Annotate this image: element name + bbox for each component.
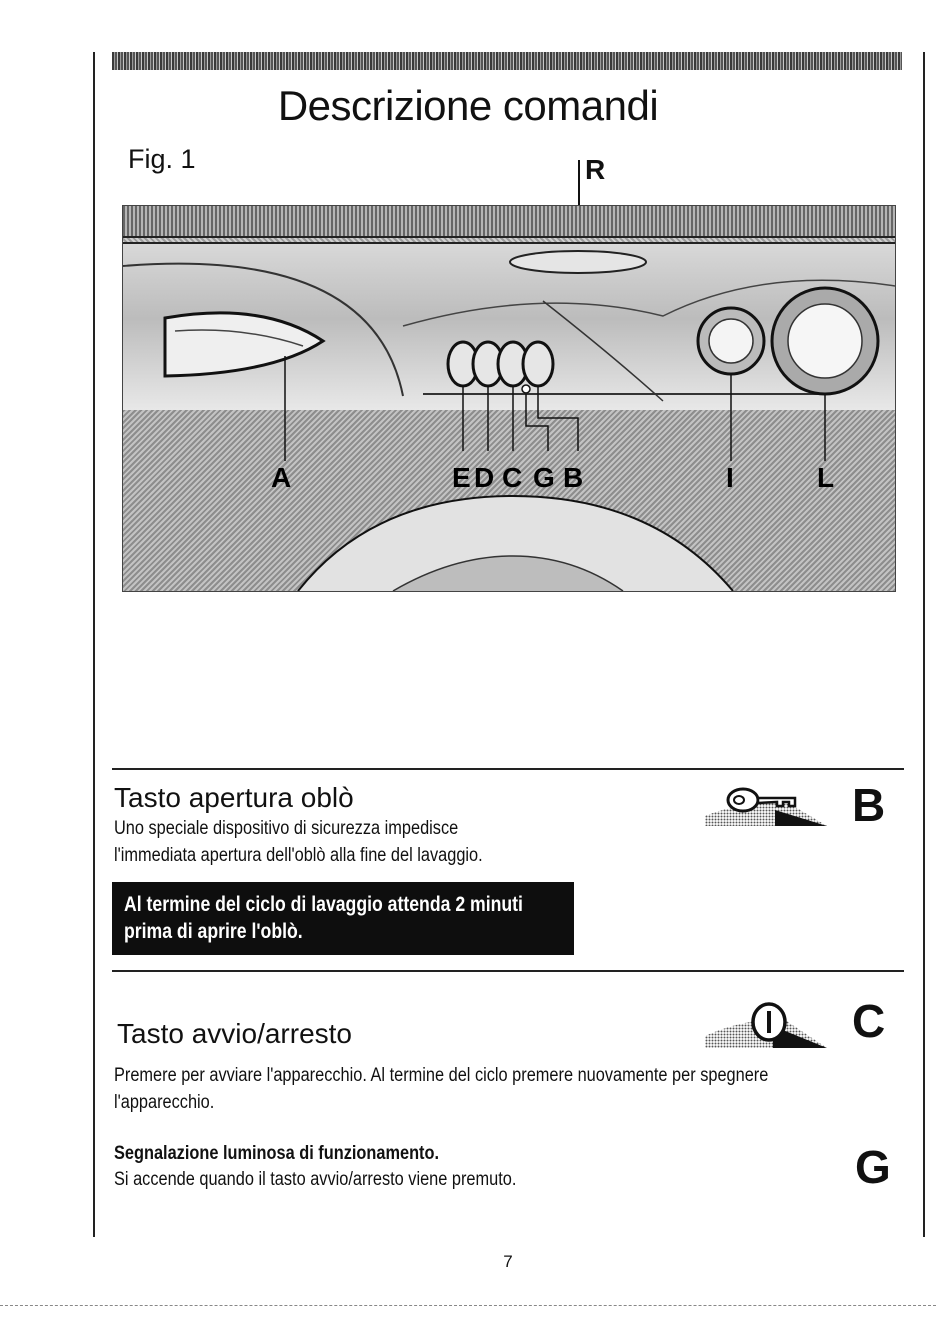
callout-b: B <box>563 462 584 493</box>
callout-c: C <box>502 462 523 493</box>
page-number: 7 <box>503 1252 513 1271</box>
start-text-line1: Premere per avviare l'apparecchio. Al termine del ciclo premere nuovamente per spegnere <box>114 1065 769 1086</box>
indicator-light-g <box>522 385 530 393</box>
section-divider-2 <box>112 970 904 972</box>
section-title-start: Tasto avvio/arresto <box>117 1018 352 1049</box>
key-icon <box>705 782 830 828</box>
indicator-title: Segnalazione luminosa di funzionamento. <box>114 1143 440 1164</box>
button-b <box>523 342 553 386</box>
control-panel-figure <box>122 205 896 592</box>
figure-label: Fig. 1 <box>128 144 196 174</box>
door-text-line1: Uno speciale dispositivo di sicurezza impedisce <box>114 818 459 839</box>
bottom-rule <box>0 1305 936 1307</box>
letter-g: G <box>855 1141 891 1193</box>
letter-c: C <box>852 995 886 1047</box>
door-text-line2: l'immediata apertura dell'oblò alla fine del lavaggio. <box>114 845 483 866</box>
letter-b: B <box>852 779 886 831</box>
page-title: Descrizione comandi <box>277 82 659 129</box>
display-slot-r <box>510 251 646 273</box>
power-icon <box>705 1000 830 1050</box>
section-divider <box>112 768 904 770</box>
callout-d: D <box>474 462 495 493</box>
callout-a: A <box>271 462 292 493</box>
callout-l: L <box>817 462 835 493</box>
indicator-text: Si accende quando il tasto avvio/arresto viene premuto. <box>114 1169 517 1190</box>
section-title-door: Tasto apertura oblò <box>114 782 354 813</box>
callout-e: E <box>452 462 471 493</box>
warning-text: Al termine del ciclo di lavaggio attenda 2 minuti prima di aprire l'oblò. <box>124 893 523 943</box>
page-border-right <box>923 52 925 1237</box>
page-border-left <box>93 52 95 1237</box>
callout-r: R <box>585 154 606 185</box>
callout-i: I <box>726 462 734 493</box>
callout-g: G <box>533 462 555 493</box>
figure-drawing <box>123 206 895 591</box>
start-text-line2: l'apparecchio. <box>114 1092 215 1113</box>
header-band <box>112 52 902 70</box>
